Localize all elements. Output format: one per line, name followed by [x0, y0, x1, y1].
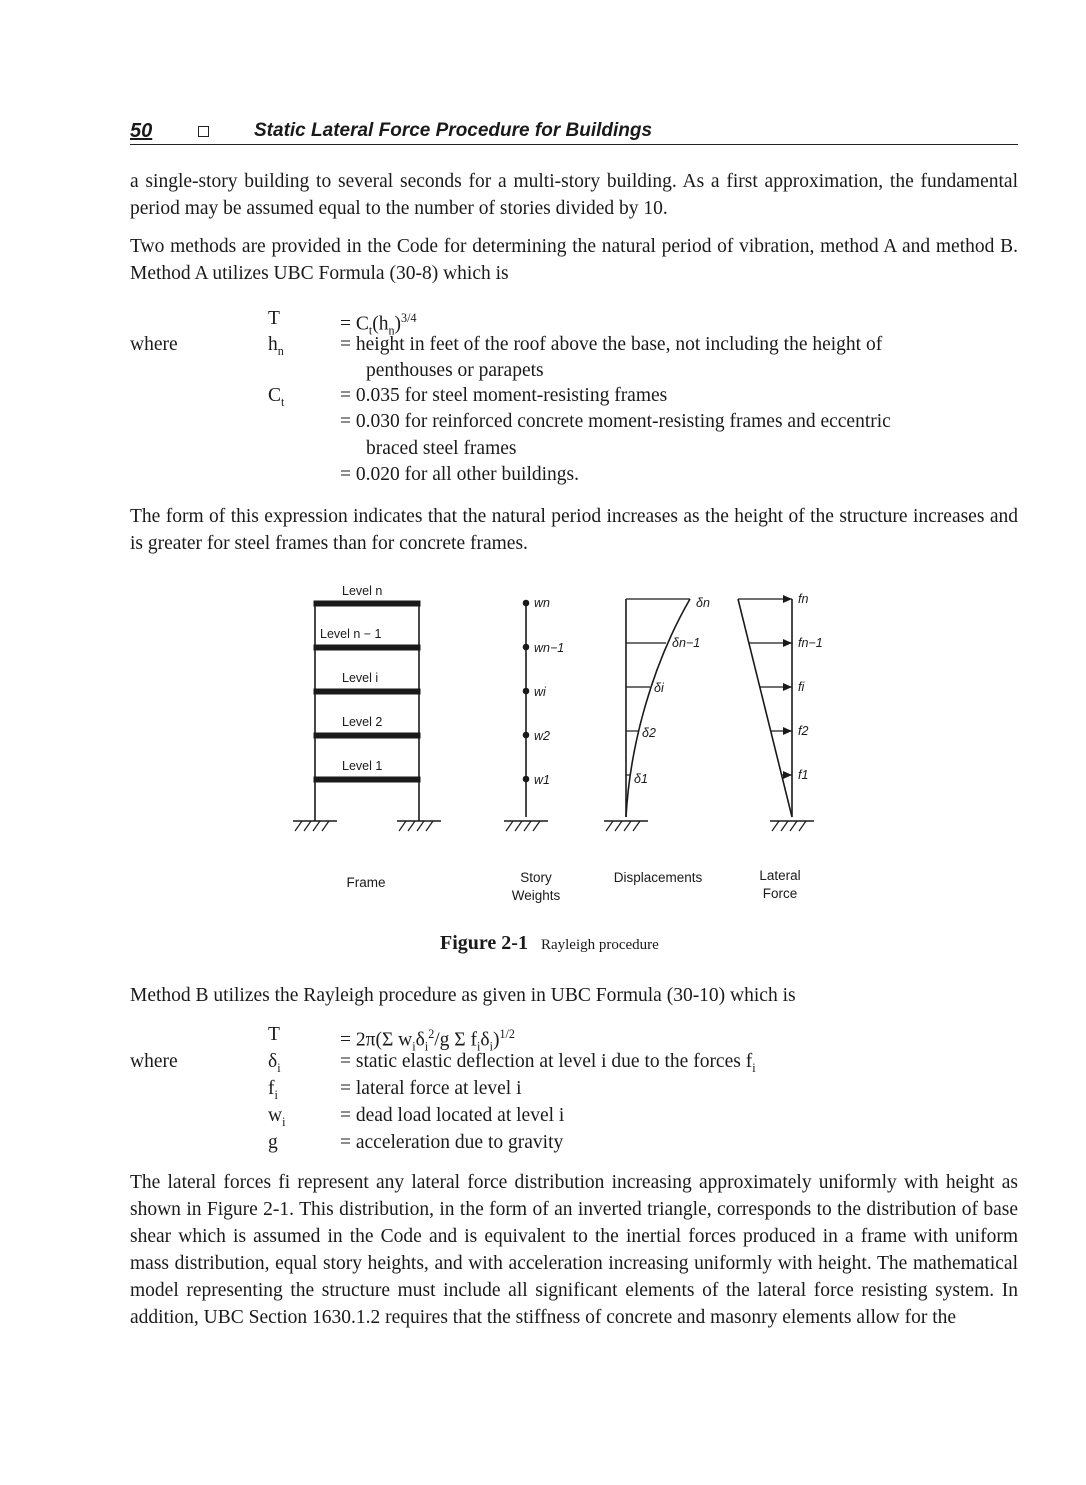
figure-caption	[440, 932, 659, 955]
paragraph-3: The form of this expression indicates that the natural period increases as the height of the structure increases and is greater for steel frames than for concrete frames.	[130, 506, 1018, 554]
disp-di: δi	[654, 681, 664, 695]
definition-T-b: = 2π(Σ $w_i\delta_i^2/g$ Σ $f_i\delta_i)^{1/2}$	[340, 1027, 515, 1054]
weight-w2: w2	[534, 729, 550, 743]
symbol-T-b: T	[268, 1024, 280, 1045]
force-f1: f1	[798, 768, 809, 782]
definition-w: = dead load located at level i	[340, 1105, 565, 1126]
disp-d2: δ2	[642, 726, 656, 740]
paragraph-5: The lateral forces fi represent any lateral force distribution increasing approximately uniformly with height as shown in Figure 2-1. This distribution, in the form of an inverted triangle, corresponds to the distribution of base shear which is assumed in the Code and is equivalent to the inertial forces produced in a frame with uniform mass distribution, equal story heights, and with acceleration increasing uniformly with height. The mathematical model representing the structure must include all significant elements of the lateral force resisting system. In addition, UBC Section 1630.1.2 requires that the stiffness of concrete and masonry elements allow for the	[130, 1172, 1018, 1328]
caption-story: Story	[520, 870, 552, 885]
definition-delta: = static elastic deflection at level i due to the forces $f_i$	[340, 1051, 756, 1075]
caption-weights: Weights	[511, 888, 561, 903]
definition-hn-cont: penthouses or parapets	[366, 360, 544, 381]
running-header	[130, 120, 1018, 145]
weight-wi: wi	[534, 685, 546, 699]
displacements-diagram	[604, 599, 690, 831]
level-1-label: Level 1	[342, 759, 383, 773]
symbol-f: $f_i$	[268, 1078, 278, 1102]
definition-ct-3: = 0.020 for all other buildings.	[340, 464, 580, 485]
chapter-title: Static Lateral Force Procedure for Buildings	[254, 120, 653, 141]
disp-dn-1: δn−1	[672, 636, 701, 650]
force-fn-1: fn−1	[798, 636, 823, 650]
caption-frame: Frame	[346, 875, 386, 890]
square-bullet-icon	[198, 126, 209, 137]
definition-hn: = height in feet of the roof above the base, not including the height of	[340, 334, 883, 355]
rayleigh-figure	[280, 575, 840, 915]
level-2-label: Level 2	[342, 715, 383, 729]
paragraph-2: Two methods are provided in the Code for determining the natural period of vibration, method A and method B. Method A utilizes UBC Formula (30-8) which is	[130, 236, 1018, 284]
level-n-1-label: Level n − 1	[320, 627, 382, 641]
definition-ct-2-cont: braced steel frames	[366, 438, 517, 459]
force-fi: fi	[798, 680, 805, 694]
disp-d1: δ1	[634, 772, 648, 786]
weight-wn-1: wn−1	[534, 641, 565, 655]
force-fn: fn	[798, 592, 809, 606]
lateral-force-diagram	[738, 595, 814, 831]
symbol-g: g	[268, 1132, 278, 1153]
force-f2: f2	[798, 724, 809, 738]
symbol-w: $w_i$	[268, 1105, 286, 1129]
paragraph-1: a single-story building to several seconds for a multi-story building. As a first approximation, the fundamental period may be assumed equal to the number of stories divided by 10.	[130, 171, 1018, 219]
where-label-b: where	[130, 1051, 178, 1072]
caption-displacements: Displacements	[613, 870, 703, 885]
paragraph-4: Method B utilizes the Rayleigh procedure as given in UBC Formula (30-10) which is	[130, 985, 796, 1006]
where-label: where	[130, 334, 178, 355]
weight-wn: wn	[534, 596, 550, 610]
definition-T: = $C_t(h_n)^{3/4}$	[340, 311, 417, 338]
symbol-ct: $C_t$	[268, 385, 285, 409]
symbol-T: T	[268, 308, 280, 329]
page-number: 50	[130, 120, 153, 142]
figure-caption-text: Rayleigh procedure	[540, 937, 659, 953]
figure-caption-label: Figure 2-1	[440, 932, 528, 954]
caption-force: Force	[762, 886, 798, 901]
definition-ct-2: = 0.030 for reinforced concrete moment-resisting frames and eccentric	[340, 411, 891, 432]
definition-g: = acceleration due to gravity	[340, 1132, 564, 1153]
caption-lateral: Lateral	[759, 868, 801, 883]
level-i-label: Level i	[342, 671, 379, 685]
definition-f: = lateral force at level i	[340, 1078, 522, 1099]
weight-w1: w1	[534, 773, 550, 787]
symbol-delta: $\delta_i$	[268, 1051, 281, 1075]
story-weights-diagram	[504, 600, 548, 831]
level-n-label: Level n	[342, 584, 383, 598]
definition-ct-1: = 0.035 for steel moment-resisting frames	[340, 385, 668, 406]
disp-dn: δn	[696, 596, 710, 610]
symbol-hn: $h_n$	[268, 334, 284, 358]
